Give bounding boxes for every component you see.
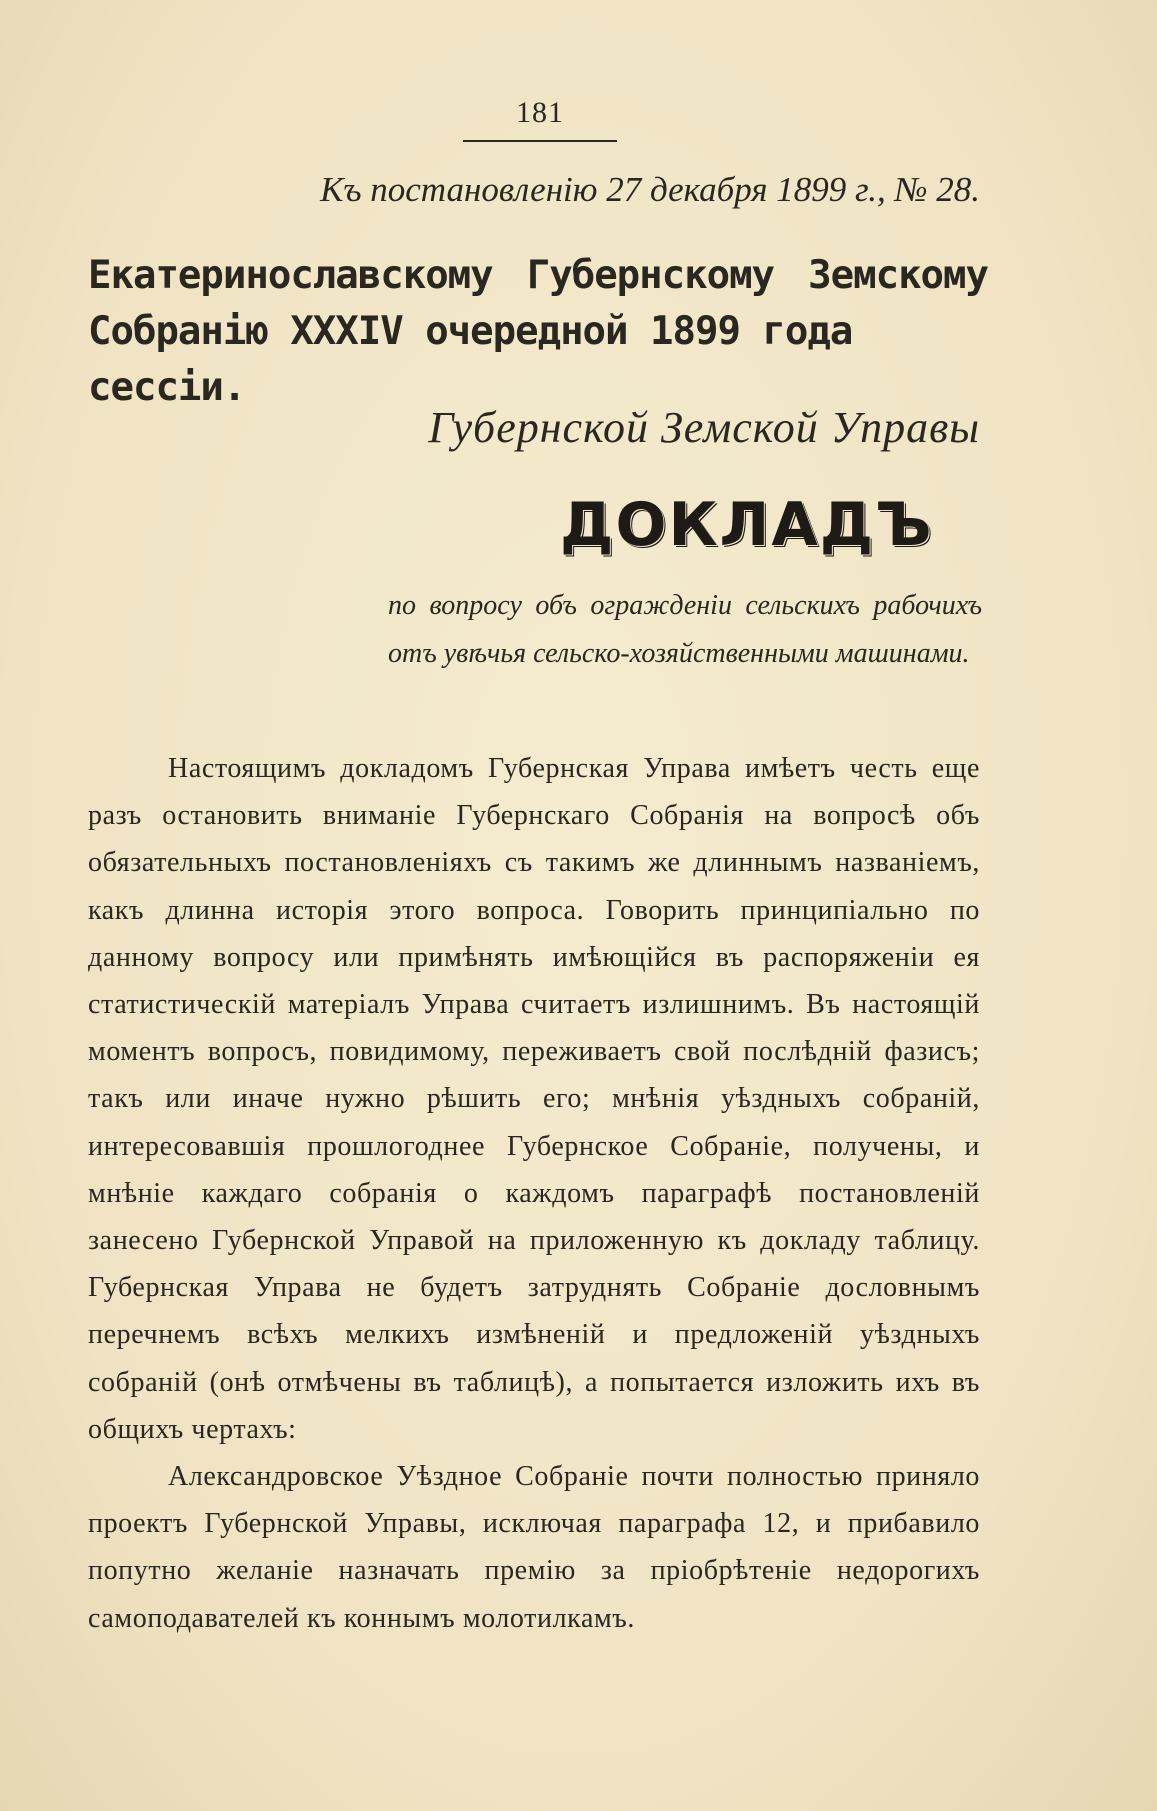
heading-line-1: Екатеринославскому Губернскому Земскому [88,253,988,298]
issuing-authority: Губернской Земской Управы [428,403,980,452]
document-type-title: ДОКЛАДЪ [560,490,934,560]
resolution-reference: Къ постановленію 27 декабря 1899 г., № 28. [320,170,980,209]
heading-line-2: Собранію XXXIV очередной 1899 года сессіи. [88,309,853,410]
page-number: 181 [516,96,564,129]
body-paragraph: Настоящимъ докладомъ Губернская Управа имѣетъ честь еще разъ остановить вниманіе Губернскаго Собранія на вопросѣ объ обязательныхъ постановленіяхъ съ такимъ же длиннымъ названіемъ, какъ длинна исторія этого вопроса. Говорить принципіально по данному вопросу или примѣнять имѣющійся въ распоряженіи ея статистическій матеріалъ Управа считаетъ излишнимъ. Въ настоящій моментъ вопросъ, повидимому, переживаетъ свой послѣдній фазисъ; такъ или иначе нужно рѣшить его; мнѣнія уѣздныхъ собраній, интересовавшія прошлогоднее Губернское Собраніе, получены, и мнѣніе каждаго собранія о каждомъ параграфѣ постановленій занесено Губернской Управой на приложенную къ докладу таблицу. Губернская Управа не будетъ затруднять Собраніе дословнымъ перечнемъ всѣхъ мелкихъ измѣненій и предложеній уѣздныхъ собраній (онѣ отмѣчены въ таблицѣ), а попытается изложить ихъ въ общихъ чертахъ: [88,753,980,1445]
report-body [88,745,980,1642]
body-paragraph: Александровское Уѣздное Собраніе почти полностью приняло проектъ Губернской Управы, исключая параграфа 12, и прибавило попутно желаніе назначать премію за пріобрѣтеніе недорогихъ самоподавателей къ коннымъ молотилкамъ. [88,1461,980,1634]
page-number-rule [463,140,617,142]
document-heading [88,248,988,416]
report-subject: по вопросу объ огражденіи сельскихъ рабочихъ отъ увѣчья сельско-хозяйственными машинами. [388,590,982,669]
